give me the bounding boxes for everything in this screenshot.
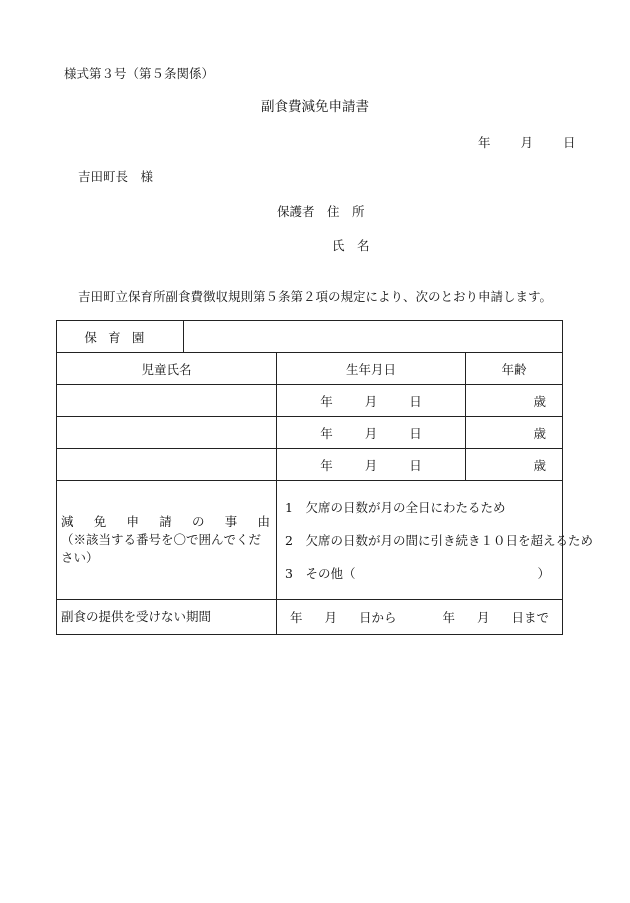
- child-row: [57, 417, 563, 449]
- birth-date-input[interactable]: [277, 449, 466, 481]
- age-unit: 歳: [533, 425, 547, 441]
- period-to-month: 月: [477, 610, 490, 625]
- age-unit: 歳: [533, 457, 547, 473]
- age-input[interactable]: [466, 417, 563, 449]
- date-day: 日: [563, 135, 576, 150]
- reason-label: 減免申請の事由: [61, 514, 270, 529]
- period-from-month: 月: [324, 610, 337, 625]
- birth-date-input[interactable]: [277, 385, 466, 417]
- reason-option-1[interactable]: 1 欠席の日数が月の全日にわたるため: [285, 499, 506, 515]
- guardian-name-label: 氏 名: [332, 238, 370, 253]
- addressee: 吉田町長 様: [78, 169, 154, 184]
- reason-note: （※該当する番号を〇で囲んでください）: [61, 532, 262, 565]
- date-month: 月: [520, 135, 534, 150]
- age-unit: 歳: [533, 393, 547, 409]
- age-header: 年齢: [466, 353, 563, 385]
- reason-option-3[interactable]: [285, 557, 556, 590]
- reason-option-3-label: 3 その他（: [285, 565, 356, 581]
- birth-year: 年: [320, 393, 333, 409]
- period-from-year: 年: [289, 610, 303, 625]
- period-row: [57, 600, 563, 635]
- birth-day: 日: [409, 425, 422, 441]
- birth-year: 年: [320, 425, 333, 441]
- guardian-address-label: 保護者 住 所: [277, 204, 365, 219]
- child-header-row: [57, 353, 563, 385]
- form-number: 様式第３号（第５条関係）: [64, 66, 215, 81]
- period-input[interactable]: [277, 600, 563, 635]
- child-name-input[interactable]: [57, 417, 277, 449]
- nursery-label: 保育園: [84, 329, 156, 345]
- child-name-input[interactable]: [57, 449, 277, 481]
- birth-day: 日: [409, 393, 422, 409]
- age-input[interactable]: [466, 449, 563, 481]
- reason-options: [277, 481, 593, 600]
- period-label-cell: [57, 600, 277, 635]
- application-form-table: [56, 320, 593, 635]
- child-row: [57, 449, 563, 481]
- birth-date-input[interactable]: [277, 417, 466, 449]
- reason-row: [57, 481, 563, 600]
- child-row: [57, 385, 563, 417]
- reason-option-2[interactable]: 2 欠席の日数が月の間に引き続き１０日を超えるため: [285, 532, 593, 548]
- application-statement: 吉田町立保育所副食費徴収規則第５条第２項の規定により、次のとおり申請します。: [78, 289, 553, 304]
- birth-date-header: 生年月日: [277, 353, 466, 385]
- period-label: 副食の提供を受けない期間: [61, 609, 212, 624]
- reason-close-paren: ）: [537, 565, 551, 581]
- nursery-label-cell: [57, 321, 184, 353]
- birth-year: 年: [320, 457, 333, 473]
- child-name-header: 児童氏名: [57, 353, 277, 385]
- child-name-input[interactable]: [57, 385, 277, 417]
- reason-label-cell: [57, 481, 277, 600]
- birth-month: 月: [364, 457, 378, 473]
- period-from-day: 日から: [358, 610, 397, 625]
- birth-month: 月: [364, 425, 378, 441]
- period-to-year: 年: [442, 610, 456, 625]
- date-year: 年: [478, 135, 491, 150]
- age-input[interactable]: [466, 385, 563, 417]
- period-to-day: 日まで: [511, 610, 550, 625]
- birth-day: 日: [409, 457, 422, 473]
- application-date: [478, 133, 576, 151]
- nursery-input[interactable]: [184, 321, 563, 353]
- document-title: 副食費減免申請書: [261, 99, 369, 115]
- nursery-row: [57, 321, 563, 353]
- birth-month: 月: [364, 393, 378, 409]
